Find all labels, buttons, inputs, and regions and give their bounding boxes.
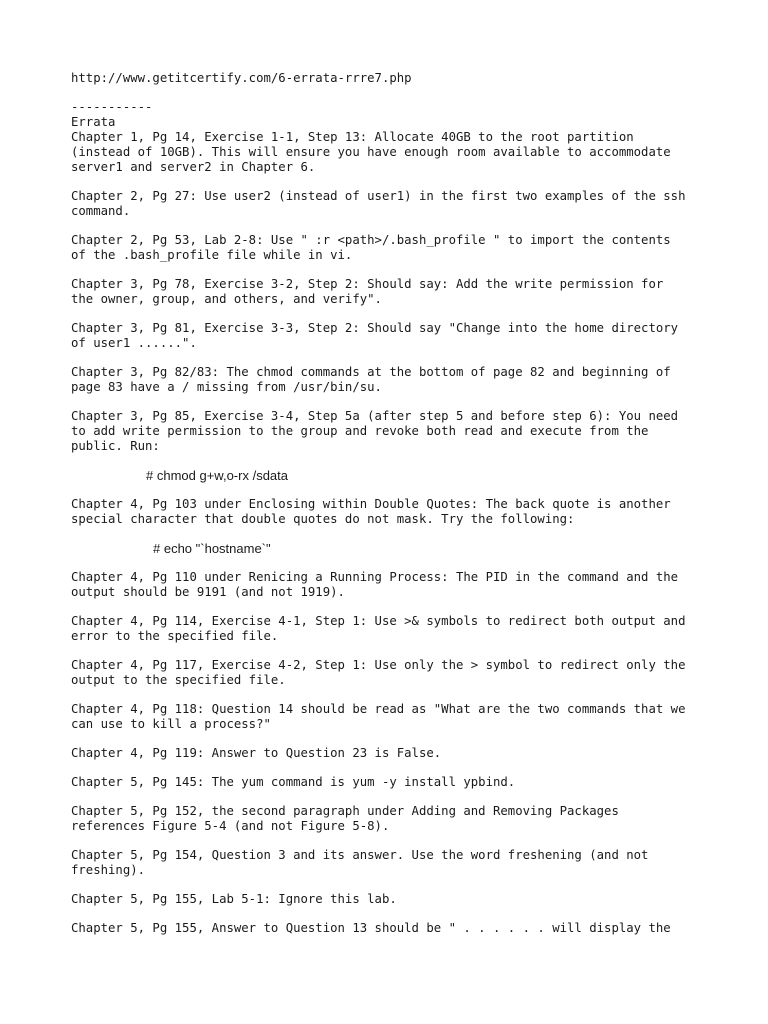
errata-entry [71,702,711,732]
errata-line: error to the specified file. [71,629,279,643]
errata-line: Chapter 3, Pg 81, Exercise 3-3, Step 2: Should say "Change into the home directory [71,321,679,335]
errata-list-part-1 [71,130,711,454]
errata-list-part-2 [71,497,711,527]
errata-entry [71,746,711,761]
errata-line: Chapter 5, Pg 152, the second paragraph under Adding and Removing Packages [71,804,619,818]
errata-line: Chapter 4, Pg 119: Answer to Question 23 is False. [71,746,442,760]
errata-entry [71,804,711,834]
errata-line: Chapter 2, Pg 53, Lab 2-8: Use " :r <path>/.bash_profile " to import the contents [71,233,671,247]
errata-entry [71,233,711,263]
errata-entry [71,409,711,454]
errata-heading: Errata [71,115,116,129]
errata-entry [71,848,711,878]
errata-entry [71,321,711,351]
errata-line: Chapter 2, Pg 27: Use user2 (instead of user1) in the first two examples of the ssh [71,189,686,203]
errata-line: special character that double quotes do not mask. Try the following: [71,512,575,526]
errata-entry [71,775,711,790]
errata-line: Chapter 3, Pg 78, Exercise 3-2, Step 2: Should say: Add the write permission for [71,277,664,291]
separator-line: ----------- [71,100,153,114]
errata-line: references Figure 5-4 (and not Figure 5-8). [71,819,390,833]
errata-document [71,71,711,950]
errata-entry [71,130,711,175]
errata-line: Chapter 3, Pg 85, Exercise 3-4, Step 5a (after step 5 and before step 6): You need [71,409,679,423]
errata-entry [71,570,711,600]
code-example-echo: # echo "`hostname`" [153,541,271,556]
errata-line: freshing). [71,863,146,877]
errata-line: Chapter 5, Pg 155, Lab 5-1: Ignore this lab. [71,892,397,906]
errata-line: Chapter 4, Pg 110 under Renicing a Running Process: The PID in the command and the [71,570,679,584]
errata-entry [71,658,711,688]
errata-line: Chapter 5, Pg 154, Question 3 and its answer. Use the word freshening (and not [71,848,649,862]
errata-line: Chapter 4, Pg 114, Exercise 4-1, Step 1: Use >& symbols to redirect both output and [71,614,686,628]
errata-line: the owner, group, and others, and verify". [71,292,382,306]
code-example-chmod: # chmod g+w,o-rx /sdata [146,468,288,483]
errata-line: output should be 9191 (and not 1919). [71,585,345,599]
errata-entry [71,892,711,907]
errata-line: Chapter 4, Pg 117, Exercise 4-2, Step 1: Use only the > symbol to redirect only the [71,658,686,672]
errata-entry [71,921,711,936]
errata-list-part-3 [71,570,711,936]
errata-entry [71,497,711,527]
errata-line: can use to kill a process?" [71,717,271,731]
source-url: http://www.getitcertify.com/6-errata-rrre7.php [71,71,412,85]
errata-entry [71,277,711,307]
errata-entry [71,614,711,644]
errata-line: to add write permission to the group and revoke both read and execute from the [71,424,649,438]
errata-line: of the .bash_profile file while in vi. [71,248,353,262]
errata-line: output to the specified file. [71,673,286,687]
errata-line: of user1 ......". [71,336,197,350]
errata-line: page 83 have a / missing from /usr/bin/su. [71,380,382,394]
errata-line: command. [71,204,131,218]
errata-line: server1 and server2 in Chapter 6. [71,160,316,174]
errata-line: Chapter 1, Pg 14, Exercise 1-1, Step 13: Allocate 40GB to the root partition [71,130,634,144]
errata-entry [71,365,711,395]
errata-entry [71,189,711,219]
errata-line: public. Run: [71,439,160,453]
errata-line: Chapter 4, Pg 103 under Enclosing within Double Quotes: The back quote is another [71,497,671,511]
errata-line: Chapter 5, Pg 155, Answer to Question 13 should be " . . . . . . will display the [71,921,671,935]
errata-line: Chapter 5, Pg 145: The yum command is yum -y install ypbind. [71,775,516,789]
errata-line: Chapter 4, Pg 118: Question 14 should be read as "What are the two commands that we [71,702,686,716]
errata-line: (instead of 10GB). This will ensure you have enough room available to accommodate [71,145,671,159]
errata-line: Chapter 3, Pg 82/83: The chmod commands at the bottom of page 82 and beginning of [71,365,671,379]
